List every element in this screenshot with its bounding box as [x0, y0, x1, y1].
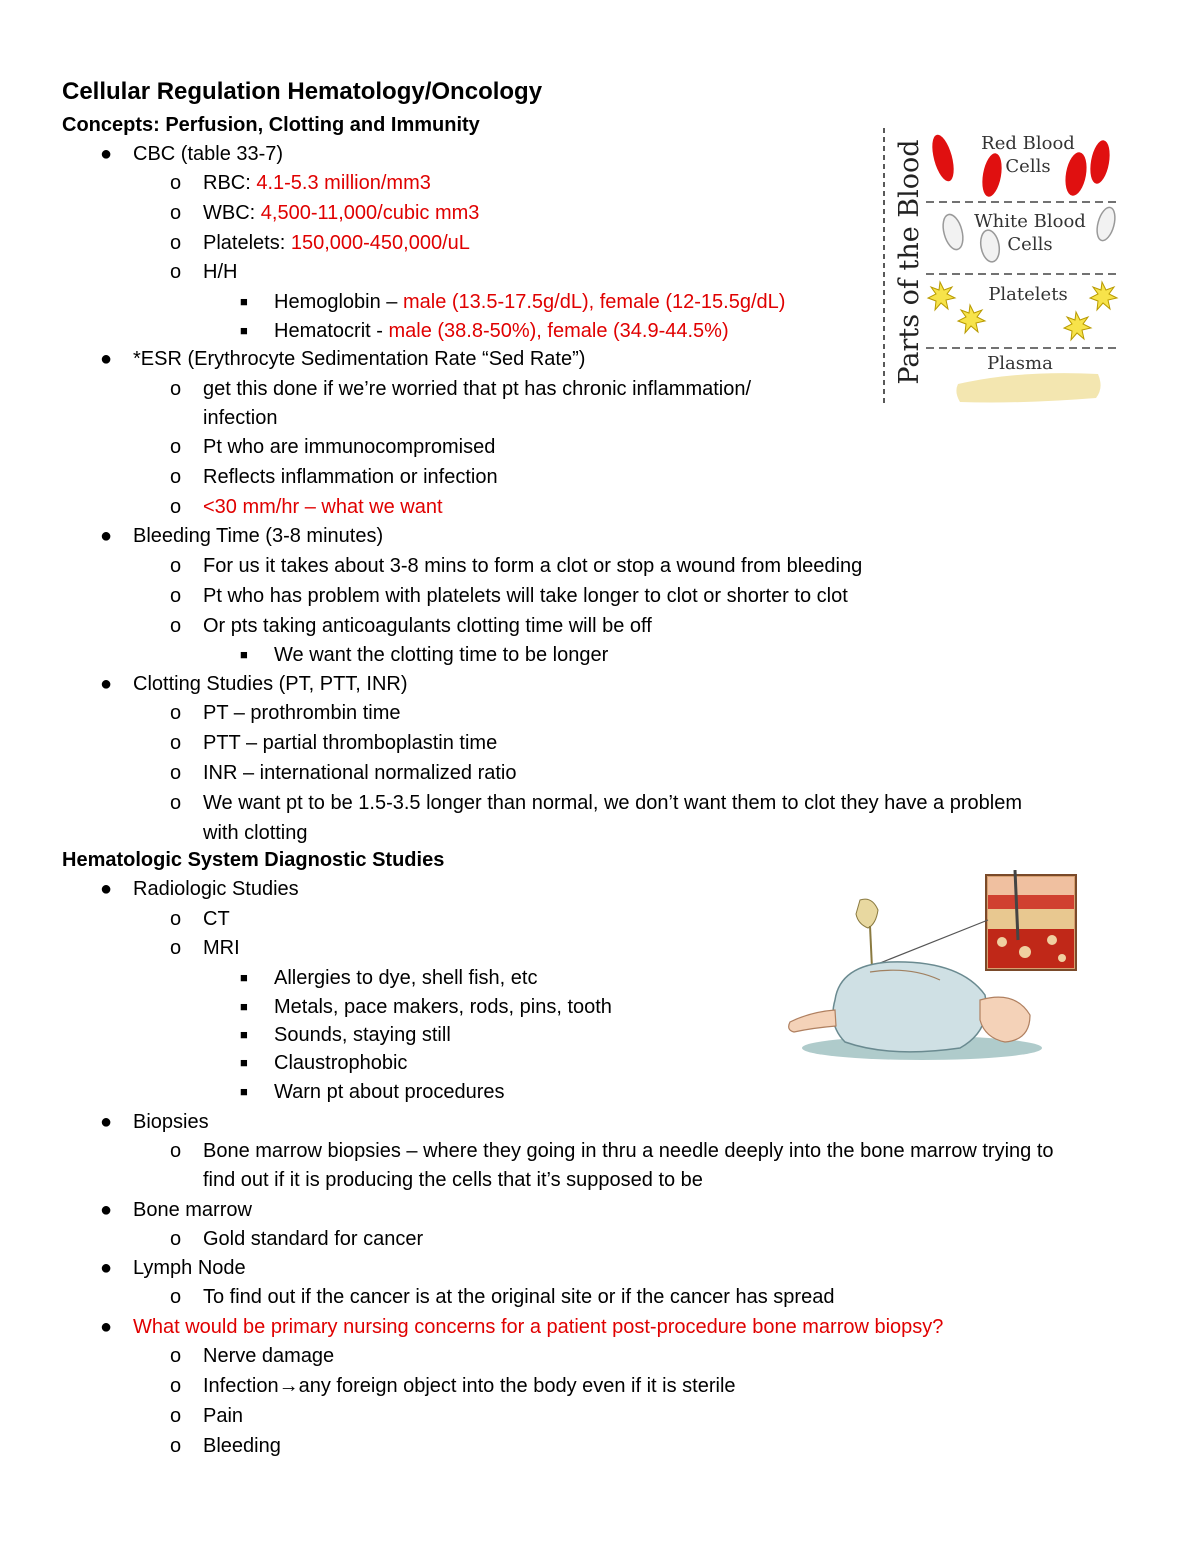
clotting-label: Clotting Studies (PT, PTT, INR) — [133, 673, 408, 695]
circle-bullet-icon: o — [170, 261, 182, 283]
hh-label: H/H — [203, 261, 238, 283]
platelets-label: Platelets: — [203, 232, 291, 254]
circle-bullet-icon: o — [170, 1375, 182, 1397]
plasma-title: Plasma — [987, 353, 1053, 374]
bleeding-label: Bleeding Time (3-8 minutes) — [133, 525, 384, 547]
patient-feet — [789, 1010, 836, 1032]
clotting-item: We want pt to be 1.5-3.5 longer than normal, we don’t want them to clot they have a problem — [203, 792, 1022, 814]
mri-item: Claustrophobic — [274, 1052, 408, 1074]
bleeding-item: Or pts taking anticoagulants clotting time will be off — [203, 615, 652, 637]
white-cell-icon — [1094, 206, 1118, 243]
platelet-icon — [958, 305, 985, 333]
clotting-item: PT – prothrombin time — [203, 702, 401, 724]
square-bullet-icon: ■ — [240, 970, 248, 985]
clotting-item: PTT – partial thromboplastin time — [203, 732, 498, 754]
concepts-line: Concepts: Perfusion, Clotting and Immunity — [62, 114, 480, 136]
biopsy-item-continued: find out if it is producing the cells that it’s supposed to be — [203, 1169, 703, 1191]
rbc-value: 4.1-5.3 million/mm3 — [256, 172, 431, 194]
esr-item: Pt who are immunocompromised — [203, 436, 496, 458]
plasma-shape — [956, 373, 1100, 402]
bullet-icon: ● — [100, 525, 113, 547]
hemoglobin-value: male (13.5-17.5g/dL), female (12-15.5g/dL) — [402, 291, 786, 313]
esr-item: Reflects inflammation or infection — [203, 466, 498, 488]
patient-gown — [833, 962, 986, 1052]
circle-bullet-icon: o — [170, 792, 182, 814]
mri-item: Warn pt about procedures — [274, 1081, 505, 1103]
concern-detail: any foreign object into the body even if it is sterile — [298, 1375, 736, 1397]
circle-bullet-icon: o — [170, 1435, 182, 1457]
circle-bullet-icon: o — [170, 732, 182, 754]
bone-marrow-item: Gold standard for cancer — [203, 1228, 424, 1250]
square-bullet-icon: ■ — [240, 999, 248, 1014]
wbc-value: 4,500-11,000/cubic mm3 — [260, 202, 480, 224]
bleeding-item: Pt who has problem with platelets will take longer to clot or shorter to clot — [203, 585, 848, 607]
red-cell-icon — [979, 152, 1004, 198]
circle-bullet-icon: o — [170, 232, 182, 254]
arrow-icon: → — [278, 1375, 299, 1397]
hematocrit-line — [274, 318, 729, 344]
lymph-item: To find out if the cancer is at the original site or if the cancer has spread — [203, 1286, 835, 1308]
circle-bullet-icon: o — [170, 378, 182, 400]
bullet-icon: ● — [100, 1199, 113, 1221]
wbc-title-line2: Cells — [1007, 234, 1053, 255]
platelets-line — [203, 230, 470, 256]
hand-icon — [856, 899, 878, 928]
rbc-label: RBC: — [203, 172, 257, 194]
platelets-title: Platelets — [988, 284, 1068, 305]
esr-item-continued: infection — [203, 407, 278, 429]
esr-label: *ESR (Erythrocyte Sedimentation Rate “Sed Rate”) — [133, 348, 586, 370]
rbc-title-line2: Cells — [1005, 156, 1051, 177]
wbc-title-line1: White Blood — [974, 211, 1086, 232]
mri-label: MRI — [203, 937, 240, 959]
clotting-item-continued: with clotting — [203, 822, 308, 844]
circle-bullet-icon: o — [170, 172, 182, 194]
square-bullet-icon: ■ — [240, 294, 248, 309]
circle-bullet-icon: o — [170, 1140, 182, 1162]
bullet-icon: ● — [100, 143, 113, 165]
hemoglobin-label: Hemoglobin – — [274, 291, 403, 313]
platelet-icon — [1064, 312, 1091, 340]
biopsies-label: Biopsies — [133, 1111, 209, 1133]
concern-item: Nerve damage — [203, 1345, 335, 1367]
platelets-value: 150,000-450,000/uL — [290, 232, 470, 254]
circle-bullet-icon: o — [170, 1286, 182, 1308]
circle-bullet-icon: o — [170, 937, 182, 959]
red-cell-icon — [1062, 151, 1089, 198]
circle-bullet-icon: o — [170, 908, 182, 930]
lymph-label: Lymph Node — [133, 1257, 246, 1279]
bullet-icon: ● — [100, 1316, 113, 1338]
square-bullet-icon: ■ — [240, 323, 248, 338]
platelet-icon — [1090, 282, 1117, 310]
circle-bullet-icon: o — [170, 496, 182, 518]
white-cell-icon — [978, 229, 1001, 264]
circle-bullet-icon: o — [170, 555, 182, 577]
square-bullet-icon: ■ — [240, 647, 248, 662]
rbc-title-line1: Red Blood — [981, 133, 1075, 154]
circle-bullet-icon: o — [170, 202, 182, 224]
bone-marrow-biopsy-illustration — [780, 870, 1080, 1065]
circle-bullet-icon: o — [170, 585, 182, 607]
red-cell-icon — [1087, 139, 1112, 185]
square-bullet-icon: ■ — [240, 1027, 248, 1042]
concern-item: Bleeding — [203, 1435, 281, 1457]
bullet-icon: ● — [100, 878, 113, 900]
cbc-label: CBC (table 33-7) — [133, 143, 284, 165]
bleeding-item: For us it takes about 3-8 mins to form a clot or stop a wound from bleeding — [203, 555, 863, 577]
circle-bullet-icon: o — [170, 615, 182, 637]
white-cell-icon — [940, 212, 967, 251]
circle-bullet-icon: o — [170, 1345, 182, 1367]
clotting-item: INR – international normalized ratio — [203, 762, 517, 784]
nursing-question: What would be primary nursing concerns for a patient post-procedure bone marrow biopsy? — [133, 1316, 944, 1338]
circle-bullet-icon: o — [170, 702, 182, 724]
bullet-icon: ● — [100, 673, 113, 695]
ct-label: CT — [203, 908, 230, 930]
circle-bullet-icon: o — [170, 436, 182, 458]
mri-item: Allergies to dye, shell fish, etc — [274, 967, 538, 989]
esr-item: get this done if we’re worried that pt has chronic inflammation/ — [203, 378, 752, 400]
concern-item-infection — [203, 1373, 736, 1399]
circle-bullet-icon: o — [170, 1228, 182, 1250]
esr-target: <30 mm/hr – what we want — [203, 496, 443, 518]
parts-of-blood-figure — [870, 122, 1120, 412]
concern-label: Infection — [203, 1375, 279, 1397]
bullet-icon: ● — [100, 348, 113, 370]
bullet-icon: ● — [100, 1257, 113, 1279]
biopsy-item: Bone marrow biopsies – where they going in thru a needle deeply into the bone marrow trying to — [203, 1140, 1054, 1162]
wbc-line — [203, 200, 479, 226]
circle-bullet-icon: o — [170, 466, 182, 488]
page-title: Cellular Regulation Hematology/Oncology — [62, 78, 543, 105]
circle-bullet-icon: o — [170, 762, 182, 784]
circle-bullet-icon: o — [170, 1405, 182, 1427]
wbc-label: WBC: — [203, 202, 261, 224]
bleeding-subitem: We want the clotting time to be longer — [274, 644, 609, 666]
bullet-icon: ● — [100, 1111, 113, 1133]
figure-side-label: Parts of the Blood — [894, 139, 925, 385]
radiologic-label: Radiologic Studies — [133, 878, 299, 900]
diagnostic-heading: Hematologic System Diagnostic Studies — [62, 849, 445, 871]
hemoglobin-line — [274, 289, 785, 315]
rbc-line — [203, 170, 431, 196]
patient-head — [980, 997, 1030, 1042]
red-cell-icon — [928, 132, 958, 183]
bone-marrow-label: Bone marrow — [133, 1199, 252, 1221]
mri-item: Sounds, staying still — [274, 1024, 451, 1046]
platelet-icon — [928, 282, 955, 310]
square-bullet-icon: ■ — [240, 1084, 248, 1099]
mri-item: Metals, pace makers, rods, pins, tooth — [274, 996, 612, 1018]
hematocrit-label: Hematocrit - — [274, 320, 389, 342]
hematocrit-value: male (38.8-50%), female (34.9-44.5%) — [388, 320, 729, 342]
concern-item: Pain — [203, 1405, 244, 1427]
square-bullet-icon: ■ — [240, 1055, 248, 1070]
